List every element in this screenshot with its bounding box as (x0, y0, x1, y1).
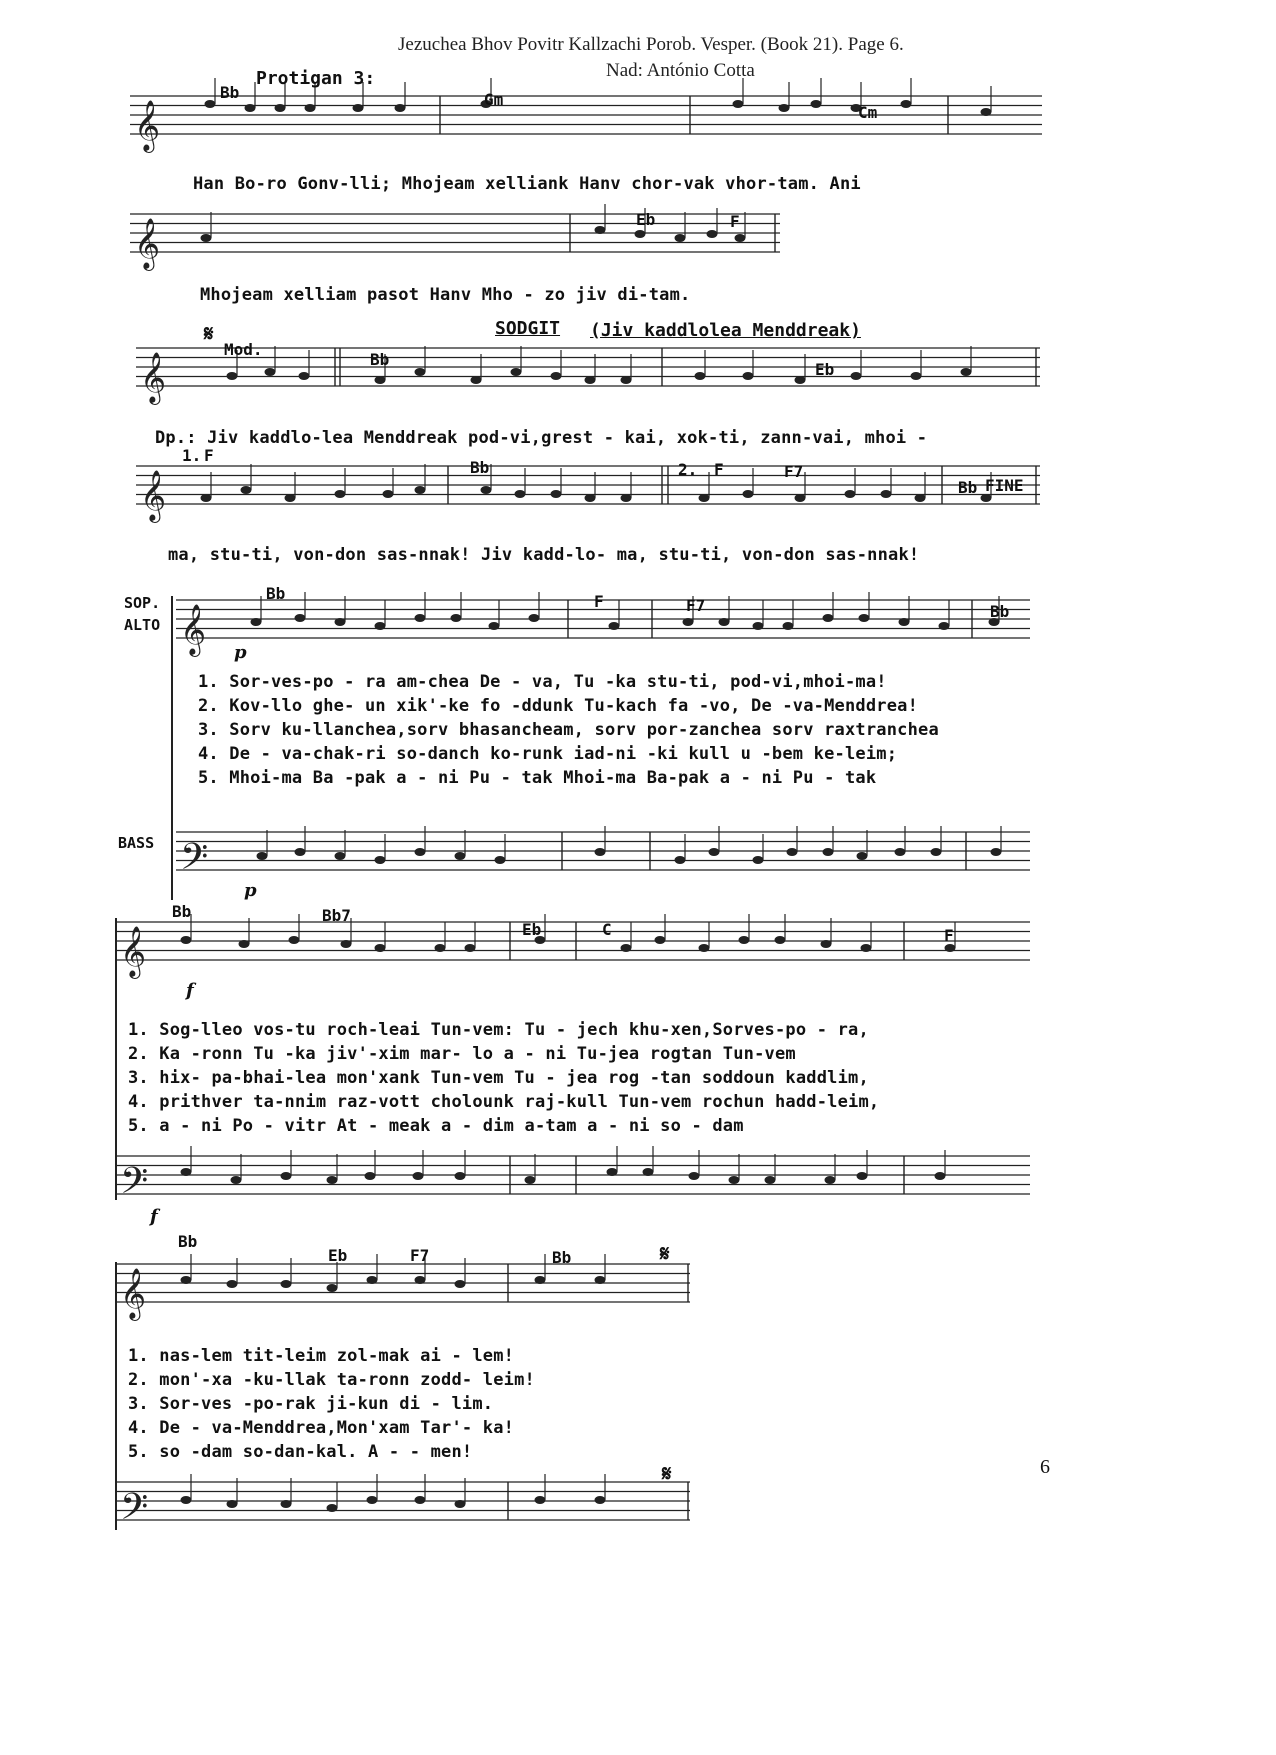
chord-symbol: Bb (990, 602, 1010, 621)
part-label-soprano: SOP. (124, 594, 161, 612)
chord-symbol: F7 (784, 462, 804, 481)
svg-text:𝄞: 𝄞 (180, 604, 207, 655)
chord-symbol: Bb (178, 1232, 198, 1251)
section-subheading: (Jiv kaddlolea Menddreak) (590, 320, 861, 341)
dynamic-marking: f (186, 980, 194, 1001)
segno-sign: 𝄋 (662, 1462, 672, 1487)
chord-symbol: F (944, 926, 954, 945)
chord-symbol: Bb (958, 478, 978, 497)
fine-marking: FINE (985, 476, 1024, 495)
chord-symbol: F (714, 460, 724, 479)
verse-line: 4. De - va-chak-ri so-danch ko-runk iad-ni -ki kull u -bem ke-leim; (198, 744, 898, 764)
chord-symbol: Eb (522, 920, 542, 939)
first-ending-label: 1. (182, 446, 202, 465)
svg-text:𝄞: 𝄞 (140, 470, 167, 521)
verse-line: 3. Sor-ves -po-rak ji-kun di - lim. (128, 1394, 494, 1414)
second-ending-label: 2. (678, 460, 698, 479)
chord-symbol: F (204, 446, 214, 465)
lyric-line: ma, stu-ti, von-don sas-nnak! Jiv kadd-lo- ma, stu-ti, von-don sas-nnak! (168, 545, 920, 565)
verse-line: 2. mon'-xa -ku-llak ta-ronn zodd- leim! (128, 1370, 535, 1390)
dynamic-marking: p (244, 880, 257, 901)
chord-symbol: F (730, 212, 740, 231)
chord-symbol: Bb (172, 902, 192, 921)
dynamic-marking: p (234, 642, 247, 663)
verse-line: 4. prithver ta-nnim raz-vott cholounk raj-kull Tun-vem rochun hadd-leim, (128, 1092, 880, 1112)
part-label-bass: BASS (118, 834, 155, 852)
lyric-line: Mhojeam xelliam pasot Hanv Mho - zo jiv di-tam. (200, 285, 691, 305)
svg-text:𝄞: 𝄞 (120, 926, 147, 977)
verse-line: 5. so -dam so-dan-kal. A - - men! (128, 1442, 473, 1462)
chord-symbol: F7 (410, 1246, 430, 1265)
svg-text:𝄢: 𝄢 (180, 836, 209, 887)
segno-sign: 𝄋 (204, 322, 214, 347)
chord-symbol: C (602, 920, 612, 939)
dynamic-marking: f (150, 1206, 158, 1227)
svg-text:𝄞: 𝄞 (134, 218, 161, 269)
verse-line: 2. Ka -ronn Tu -ka jiv'-xim mar- lo a - ni Tu-jea rogtan Tun-vem (128, 1044, 796, 1064)
chord-symbol: Eb (328, 1246, 348, 1265)
svg-text:𝄢: 𝄢 (120, 1486, 149, 1537)
verse-line: 5. a - ni Po - vitr At - meak a - dim a-tam a - ni so - dam (128, 1116, 744, 1136)
page-number: 6 (1040, 1456, 1050, 1478)
chord-symbol: Bb (266, 584, 286, 603)
verse-line: 4. De - va-Menddrea,Mon'xam Tar'- ka! (128, 1418, 515, 1438)
chord-symbol: Bb (220, 83, 240, 102)
svg-text:𝄢: 𝄢 (120, 1160, 149, 1211)
document-title: Jezuchea Bhov Povitr Kallzachi Porob. Vesper. (Book 21). Page 6. (398, 34, 904, 55)
svg-text:𝄞: 𝄞 (140, 352, 167, 403)
chord-symbol: F (594, 592, 604, 611)
verse-line: 1. Sog-lleo vos-tu roch-leai Tun-vem: Tu - jech khu-xen,Sorves-po - ra, (128, 1020, 869, 1040)
svg-text:𝄞: 𝄞 (134, 100, 161, 151)
chord-symbol: F7 (686, 596, 706, 615)
chord-symbol: Gm (484, 90, 504, 109)
svg-text:𝄞: 𝄞 (120, 1268, 147, 1319)
chord-symbol: Bb (470, 458, 490, 477)
verse-line: 1. Sor-ves-po - ra am-chea De - va, Tu -ka stu-ti, pod-vi,mhoi-ma! (198, 672, 887, 692)
chord-symbol: Bb7 (322, 906, 351, 925)
verse-line: 3. Sorv ku-llanchea,sorv bhasancheam, sorv por-zanchea sorv raxtranchea (198, 720, 939, 740)
lyric-line: Han Bo-ro Gonv-lli; Mhojeam xelliank Hanv chor-vak vhor-tam. Ani (193, 174, 861, 194)
chord-symbol: Bb (370, 350, 390, 369)
part-label-alto: ALTO (124, 616, 161, 634)
translator-credit: Nad: António Cotta (606, 60, 755, 81)
verse-line: 3. hix- pa-bhai-lea mon'xank Tun-vem Tu - jea rog -tan soddoun kaddlim, (128, 1068, 869, 1088)
chord-symbol: Cm (858, 103, 878, 122)
chord-symbol: Bb (552, 1248, 572, 1267)
verse-line: 1. nas-lem tit-leim zol-mak ai - lem! (128, 1346, 515, 1366)
chord-symbol: Eb (815, 360, 835, 379)
section-label-protigan: Protigan 3: (256, 68, 376, 89)
chord-symbol: Eb (636, 210, 656, 229)
segno-sign: 𝄋 (660, 1242, 670, 1267)
section-heading-sodgit: SODGIT (495, 318, 561, 339)
verse-line: 5. Mhoi-ma Ba -pak a - ni Pu - tak Mhoi-ma Ba-pak a - ni Pu - tak (198, 768, 877, 788)
lyric-line: Dp.: Jiv kaddlo-lea Menddreak pod-vi,grest - kai, xok-ti, zann-vai, mhoi - (155, 428, 928, 448)
verse-line: 2. Kov-llo ghe- un xik'-ke fo -ddunk Tu-kach fa -vo, De -va-Menddrea! (198, 696, 919, 716)
tempo-marking: Mod. (224, 340, 263, 359)
